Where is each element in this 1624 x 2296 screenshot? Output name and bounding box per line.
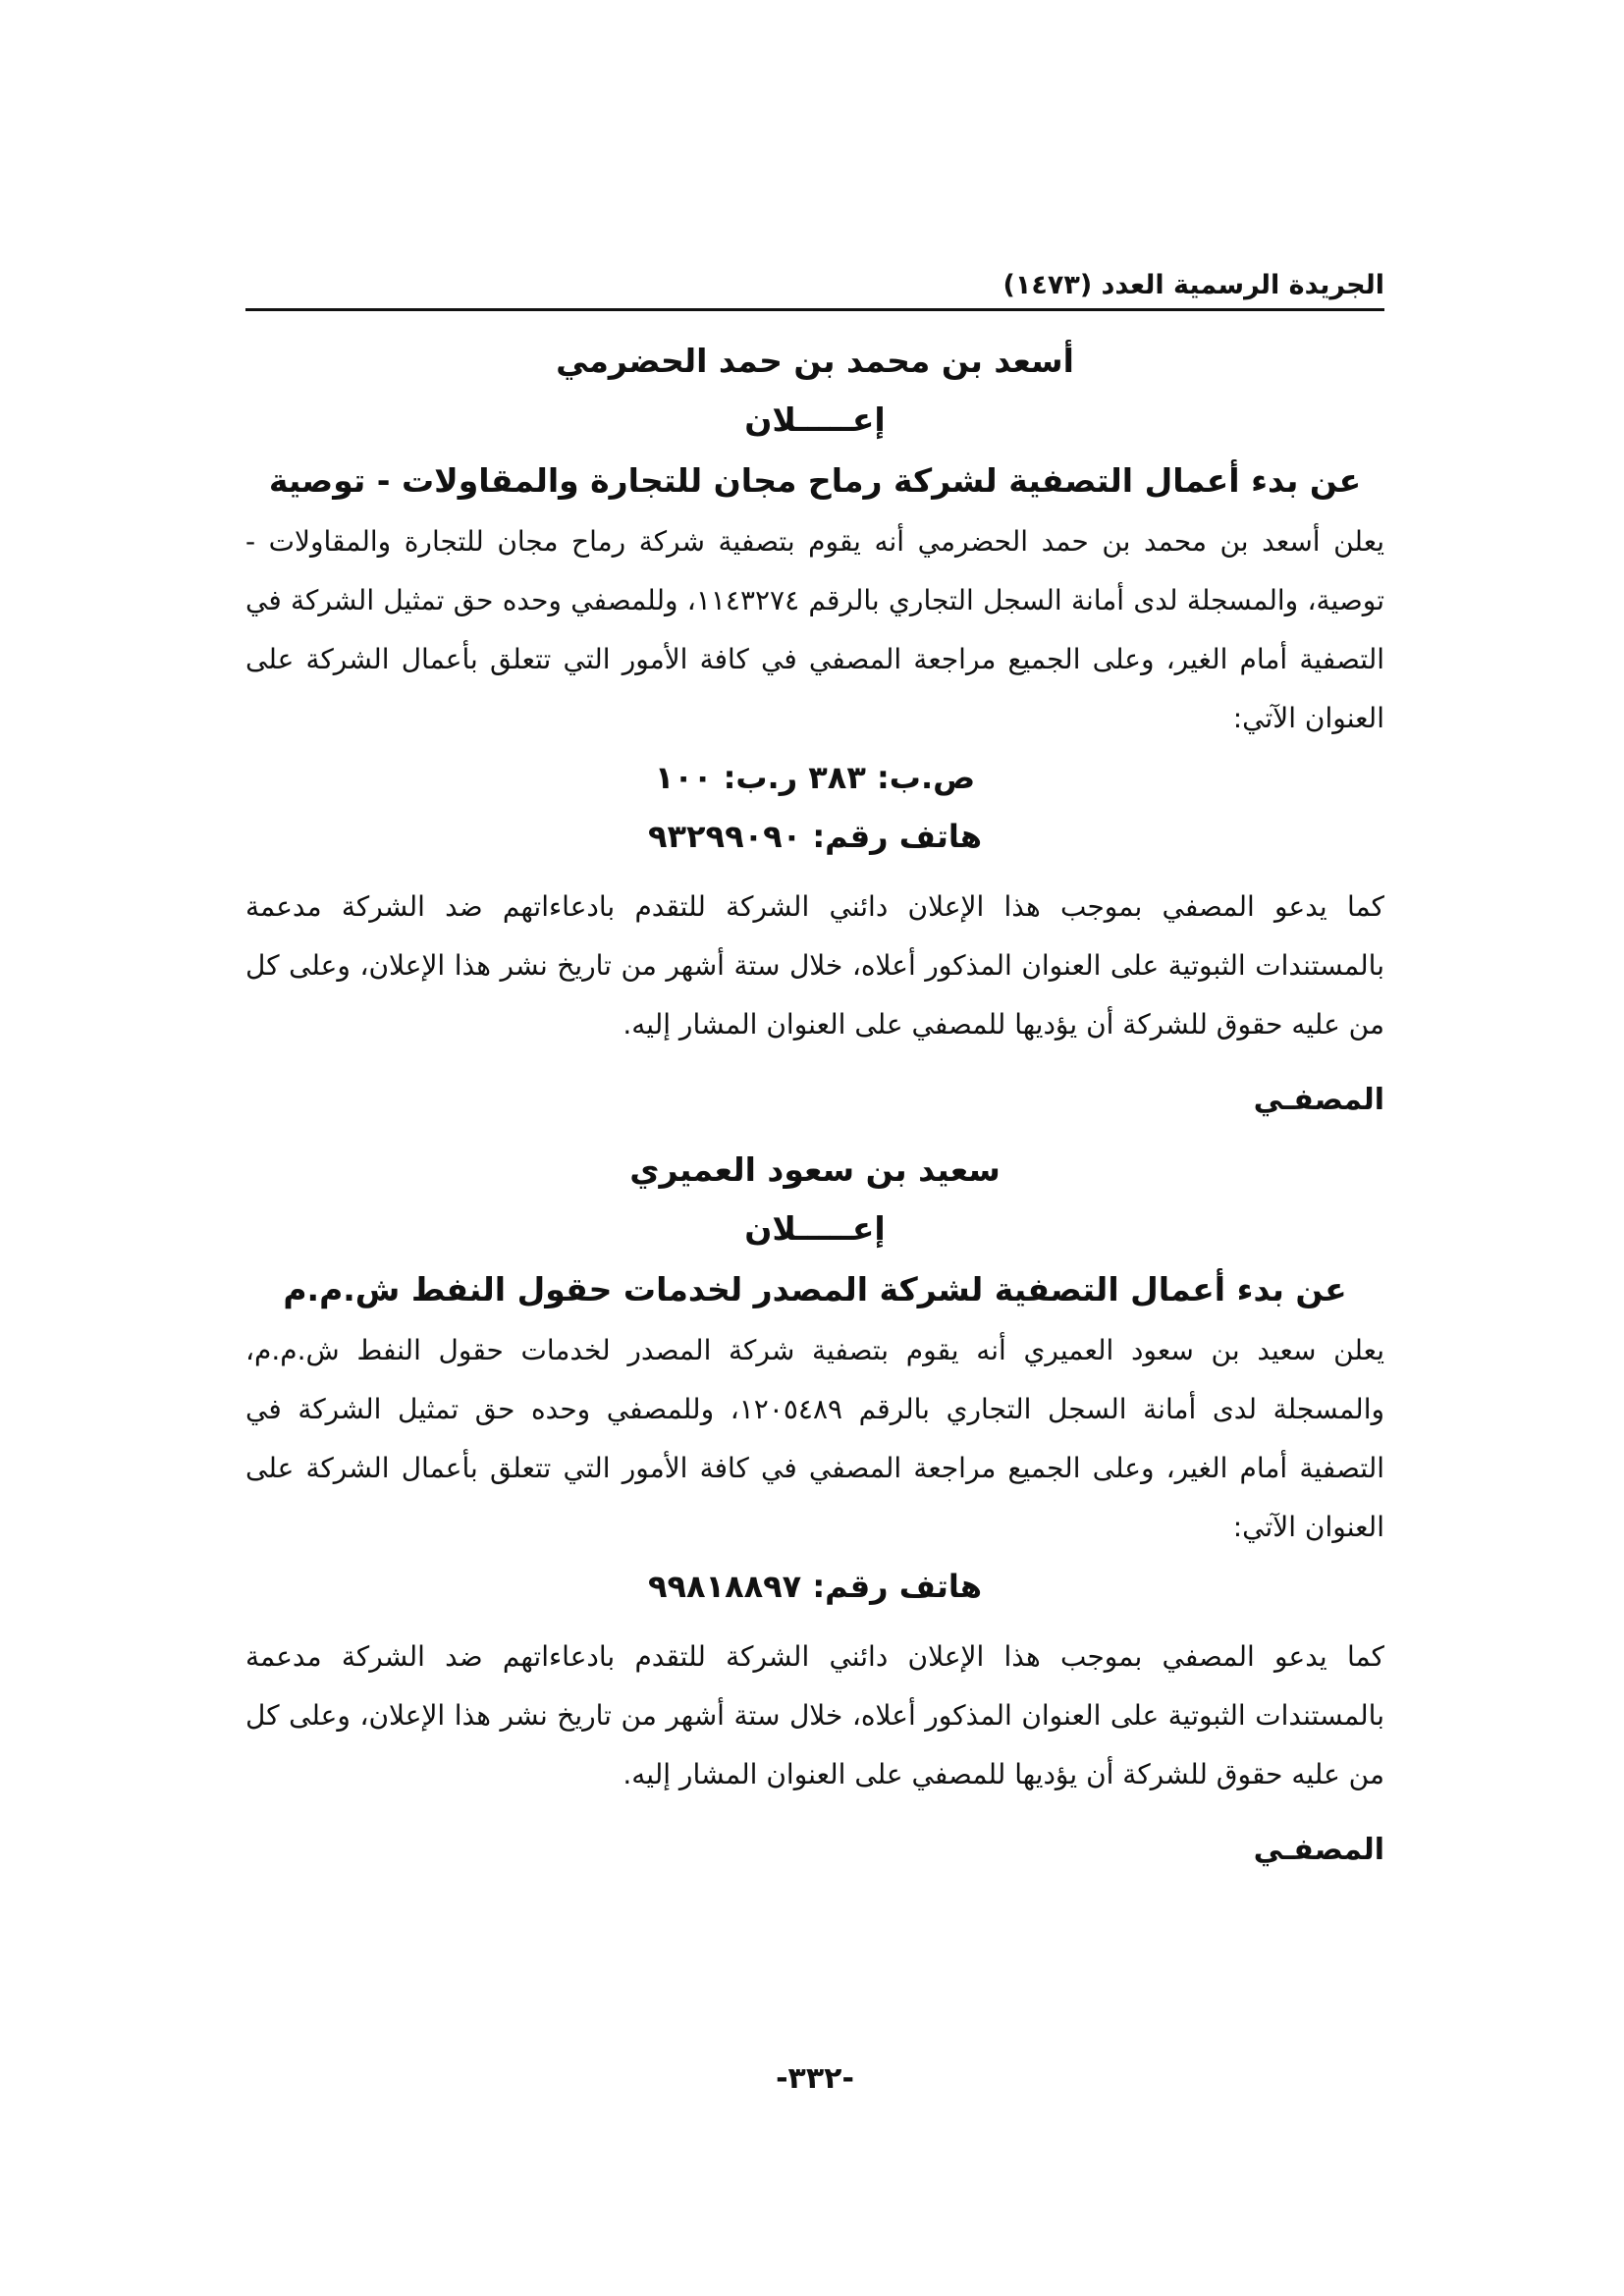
notice-2-signoff: المصفـي xyxy=(1253,1833,1384,1867)
page-number: -٣٣٢- xyxy=(776,2061,854,2096)
notice-2 xyxy=(245,1141,1384,1883)
notice-2-body: يعلن سعيد بن سعود العميري أنه يقوم بتصفية شركة المصدر لخدمات حقول النفط ش.م.م، والمسجلة لدى أمانة السجل التجاري بالرقم ١٢٠٥٤٨٩، وللمصفي وحده حق تمثيل الشركة في التصفية أمام الغير، وعلى الجميع مراجعة المصفي في كافة الأمور التي تتعلق بأعمال الشركة على العنوان الآتي: xyxy=(245,1334,1384,1543)
notice-1-signoff: المصفـي xyxy=(1253,1083,1384,1117)
notice-2-heading: إعـــــلان xyxy=(744,1209,886,1248)
notice-2-claims: كما يدعو المصفي بموجب هذا الإعلان دائني الشركة للتقدم بادعاءاتهم ضد الشركة مدعمة بالمستندات الثبوتية على العنوان المذكور أعلاه، خلال ستة أشهر من تاريخ نشر هذا الإعلان، وعلى كل من عليه حقوق للشركة أن يؤديها للمصفي على العنوان المشار إليه. xyxy=(245,1640,1384,1790)
notice-1-phone: هاتف رقم: ٩٣٢٩٩٠٩٠ xyxy=(647,818,983,855)
notice-1 xyxy=(245,332,1384,1133)
notice-2-phone: هاتف رقم: ٩٩٨١٨٨٩٧ xyxy=(647,1568,983,1605)
gazette-header-title: الجريدة الرسمية العدد (١٤٧٣) xyxy=(1002,270,1384,300)
notice-1-heading: إعـــــلان xyxy=(744,400,886,439)
notice-2-subject: عن بدء أعمال التصفية لشركة المصدر لخدمات حقول النفط ش.م.م xyxy=(283,1270,1347,1308)
notice-1-subject: عن بدء أعمال التصفية لشركة رماح مجان للتجارة والمقاولات - توصية xyxy=(268,461,1362,500)
notice-1-liquidator-name: أسعد بن محمد بن حمد الحضرمي xyxy=(556,342,1074,380)
header-divider xyxy=(245,308,1384,311)
notice-2-liquidator-name: سعيد بن سعود العميري xyxy=(629,1150,1001,1189)
notice-1-claims: كما يدعو المصفي بموجب هذا الإعلان دائني الشركة للتقدم بادعاءاتهم ضد الشركة مدعمة بالمستندات الثبوتية على العنوان المذكور أعلاه، خلال ستة أشهر من تاريخ نشر هذا الإعلان، وعلى كل من عليه حقوق للشركة أن يؤديها للمصفي على العنوان المشار إليه. xyxy=(245,890,1384,1041)
notice-1-body: يعلن أسعد بن محمد بن حمد الحضرمي أنه يقوم بتصفية شركة رماح مجان للتجارة والمقاولات - توصية، والمسجلة لدى أمانة السجل التجاري بالرقم ١١٤٣٢٧٤، وللمصفي وحده حق تمثيل الشركة في التصفية أمام الغير، وعلى الجميع مراجعة المصفي في كافة الأمور التي تتعلق بأعمال الشركة على العنوان الآتي: xyxy=(245,525,1384,734)
page-content xyxy=(245,332,1384,1891)
notice-1-po-box: ص.ب: ٣٨٣ ر.ب: ١٠٠ xyxy=(654,759,976,796)
